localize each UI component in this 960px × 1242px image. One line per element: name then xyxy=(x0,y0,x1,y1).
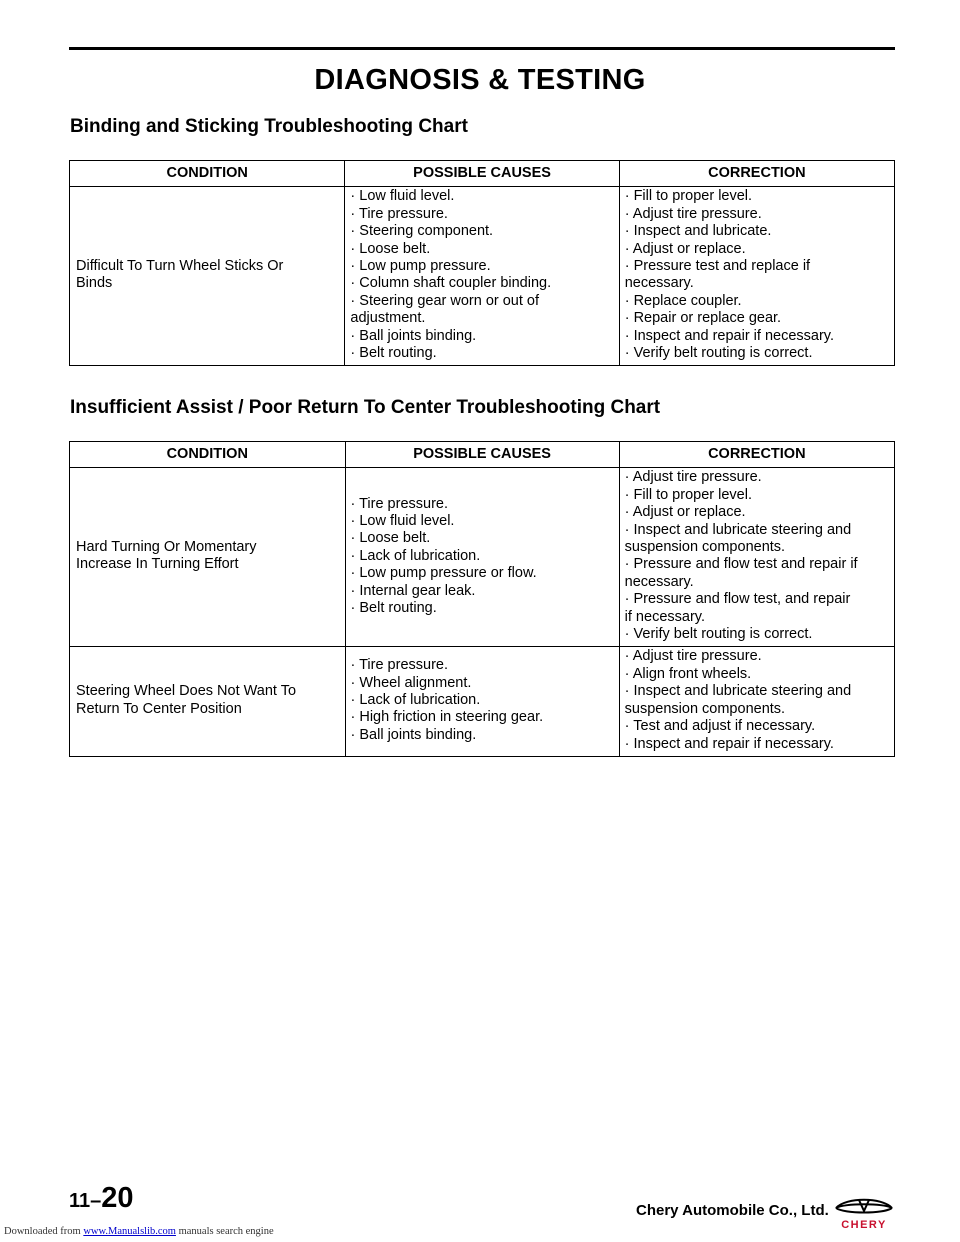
download-prefix: Downloaded from xyxy=(4,1226,81,1237)
condition-cell: Difficult To Turn Wheel Sticks Or Binds xyxy=(70,187,345,366)
logo-wordmark: CHERY xyxy=(841,1219,887,1231)
table-header-row xyxy=(70,442,895,468)
header-condition: CONDITION xyxy=(70,442,346,468)
binding-sticking-table xyxy=(69,160,895,366)
top-rule xyxy=(69,47,895,50)
section-title: DIAGNOSIS & TESTING xyxy=(314,64,646,96)
table-row xyxy=(70,647,895,756)
causes-cell: · Low fluid level. · Tire pressure. · Steering component. · Loose belt. · Low pump pressure. · Column shaft coupler binding. · Steering gear worn or out of adjustment. · Ball joints binding. · Belt routing. xyxy=(345,187,619,366)
correction-cell: · Fill to proper level. · Adjust tire pressure. · Inspect and lubricate. · Adjust or replace. · Pressure test and replace if necessary. · Replace coupler. · Repair or replace gear. · Inspect and repair if necessary. · Verify belt routing is correct. xyxy=(619,187,894,366)
header-possible-causes: POSSIBLE CAUSES xyxy=(345,442,619,468)
table-row xyxy=(70,468,895,647)
table-header-row xyxy=(70,161,895,187)
download-suffix: manuals search engine xyxy=(178,1226,274,1237)
insufficient-assist-table xyxy=(69,441,895,757)
chery-logo-icon xyxy=(832,1194,896,1232)
header-correction: CORRECTION xyxy=(619,161,894,187)
page-number-prefix: 11– xyxy=(69,1190,102,1212)
condition-cell: Hard Turning Or Momentary Increase In Turning Effort xyxy=(70,468,346,647)
chart1-heading: Binding and Sticking Troubleshooting Chart xyxy=(70,116,468,137)
causes-cell: · Tire pressure. · Wheel alignment. · Lack of lubrication. · High friction in steering gear. · Ball joints binding. xyxy=(345,647,619,756)
header-correction: CORRECTION xyxy=(619,442,894,468)
manualslib-link[interactable]: www.Manualslib.com xyxy=(83,1226,176,1237)
header-possible-causes: POSSIBLE CAUSES xyxy=(345,161,619,187)
correction-cell: · Adjust tire pressure. · Fill to proper level. · Adjust or replace. · Inspect and lubricate steering and suspension components. · Pressure and flow test and repair if necessary. · Pressure and flow test, and repair if necessary. · Verify belt routing is correct. xyxy=(619,468,894,647)
header-condition: CONDITION xyxy=(70,161,345,187)
chart2-heading: Insufficient Assist / Poor Return To Center Troubleshooting Chart xyxy=(70,397,661,418)
page-number-value: 20 xyxy=(101,1182,134,1214)
condition-cell: Steering Wheel Does Not Want To Return To Center Position xyxy=(70,647,346,756)
causes-cell: · Tire pressure. · Low fluid level. · Loose belt. · Lack of lubrication. · Low pump pressure or flow. · Internal gear leak. · Belt routing. xyxy=(345,468,619,647)
table-row xyxy=(70,187,895,366)
correction-cell: · Adjust tire pressure. · Align front wheels. · Inspect and lubricate steering and suspension components. · Test and adjust if necessary. · Inspect and repair if necessary. xyxy=(619,647,894,756)
page-number xyxy=(69,1182,134,1215)
download-footer xyxy=(4,1226,274,1237)
company-name: Chery Automobile Co., Ltd. xyxy=(636,1202,829,1219)
